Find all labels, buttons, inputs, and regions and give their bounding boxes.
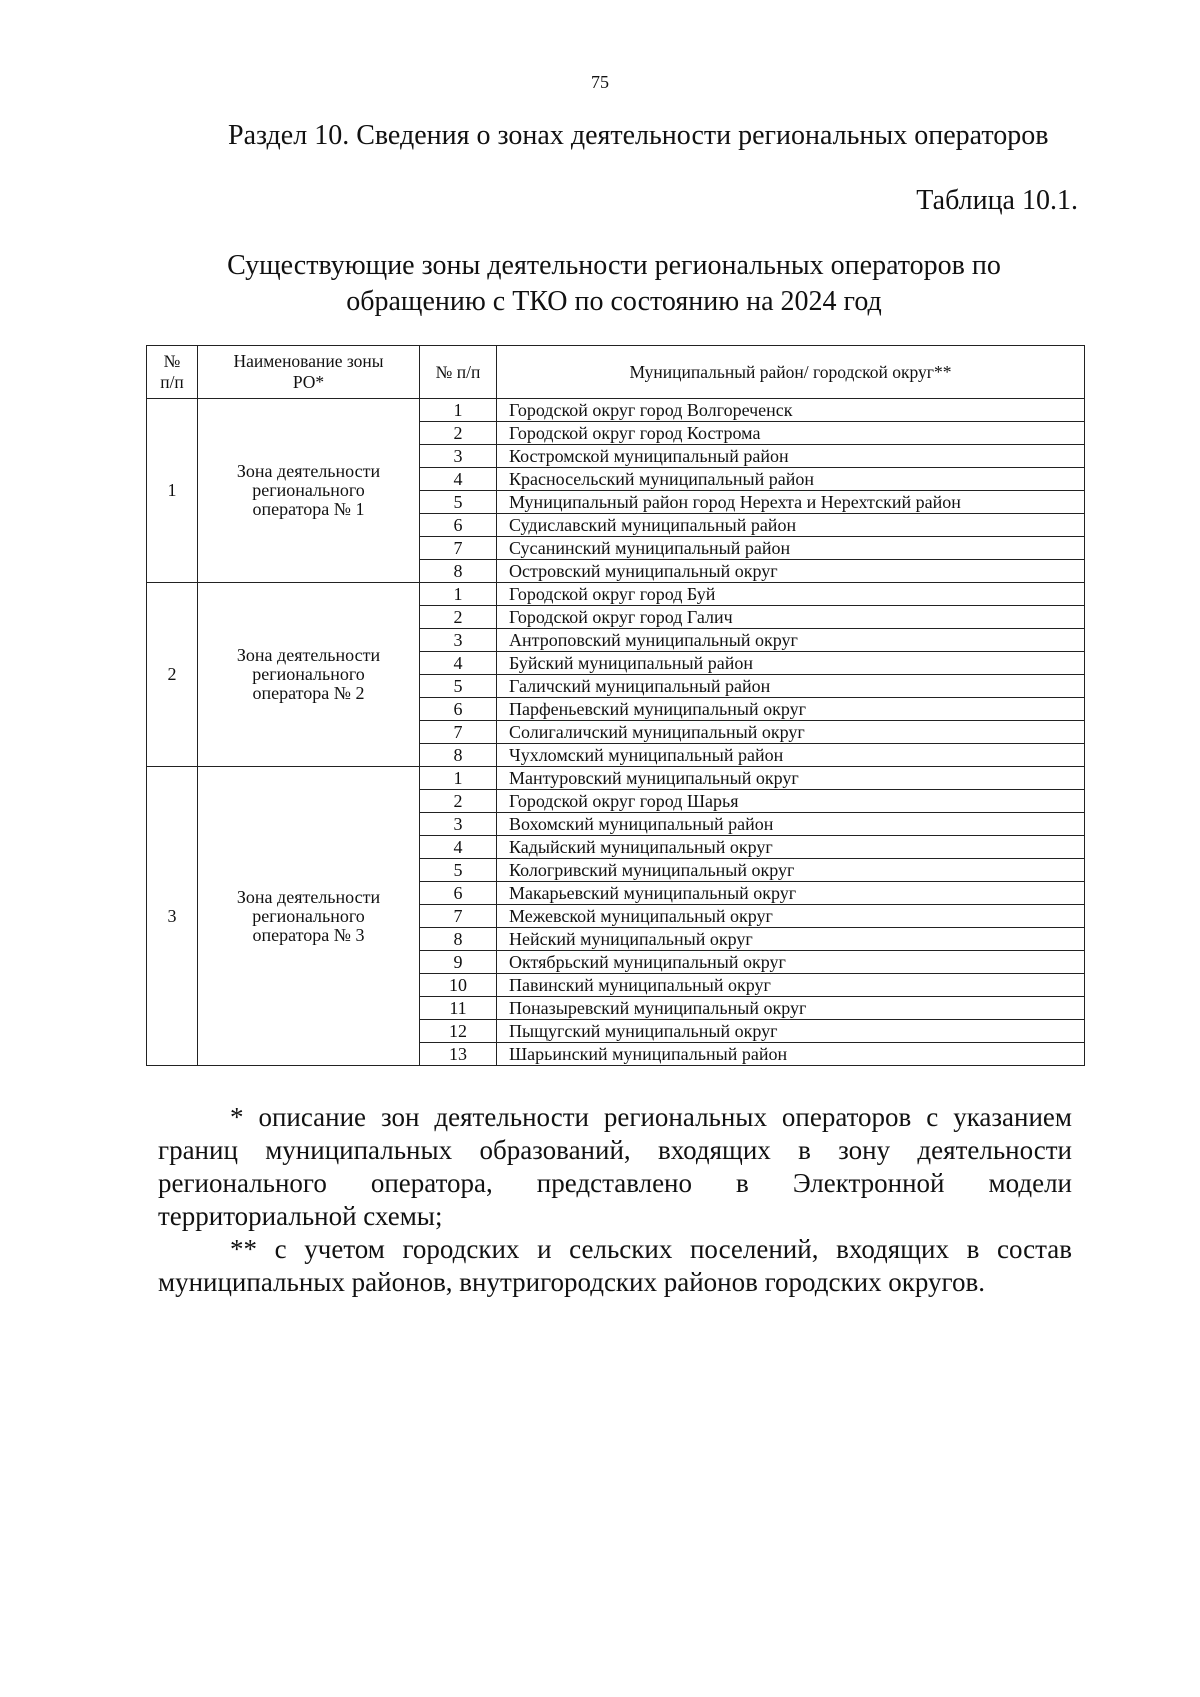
row-number: 7 xyxy=(420,721,497,744)
zone-number: 2 xyxy=(147,583,198,767)
table-header-row xyxy=(147,346,1085,399)
row-number: 12 xyxy=(420,1020,497,1043)
table-row xyxy=(147,583,1085,606)
zone-number: 3 xyxy=(147,767,198,1066)
header-num: № п/п xyxy=(147,346,198,399)
header-zone: Наименование зоны РО* xyxy=(198,346,420,399)
table-caption-line1: Существующие зоны деятельности региональных операторов по xyxy=(227,250,1001,281)
municipality-name: Островский муниципальный округ xyxy=(497,560,1085,583)
header-municipality: Муниципальный район/ городской округ** xyxy=(497,346,1085,399)
municipality-name: Мантуровский муниципальный округ xyxy=(497,767,1085,790)
row-number: 5 xyxy=(420,675,497,698)
municipality-name: Сусанинский муниципальный район xyxy=(497,537,1085,560)
zone-name: Зона деятельности регионального оператора № 3 xyxy=(198,767,420,1066)
row-number: 6 xyxy=(420,514,497,537)
municipality-name: Городской округ город Шарья xyxy=(497,790,1085,813)
row-number: 4 xyxy=(420,836,497,859)
table-row xyxy=(147,399,1085,422)
row-number: 7 xyxy=(420,537,497,560)
row-number: 2 xyxy=(420,422,497,445)
row-number: 8 xyxy=(420,928,497,951)
section-title: Раздел 10. Сведения о зонах деятельности региональных операторов xyxy=(228,120,1049,151)
table-caption xyxy=(148,248,1080,320)
municipality-name: Шарьинский муниципальный район xyxy=(497,1043,1085,1066)
municipality-name: Городской округ город Волгореченск xyxy=(497,399,1085,422)
row-number: 5 xyxy=(420,491,497,514)
row-number: 3 xyxy=(420,445,497,468)
row-number: 7 xyxy=(420,905,497,928)
municipality-name: Костромской муниципальный район xyxy=(497,445,1085,468)
table-row xyxy=(147,767,1085,790)
row-number: 4 xyxy=(420,652,497,675)
zones-table xyxy=(146,345,1085,1066)
zone-name: Зона деятельности регионального оператора № 1 xyxy=(198,399,420,583)
row-number: 1 xyxy=(420,399,497,422)
row-number: 1 xyxy=(420,767,497,790)
municipality-name: Городской округ город Кострома xyxy=(497,422,1085,445)
municipality-name: Поназыревский муниципальный округ xyxy=(497,997,1085,1020)
municipality-name: Муниципальный район город Нерехта и Нерехтский район xyxy=(497,491,1085,514)
row-number: 5 xyxy=(420,859,497,882)
municipality-name: Городской округ город Галич xyxy=(497,606,1085,629)
municipality-name: Макарьевский муниципальный округ xyxy=(497,882,1085,905)
zone-number: 1 xyxy=(147,399,198,583)
row-number: 8 xyxy=(420,560,497,583)
row-number: 11 xyxy=(420,997,497,1020)
municipality-name: Буйский муниципальный район xyxy=(497,652,1085,675)
municipality-name: Солигаличский муниципальный округ xyxy=(497,721,1085,744)
row-number: 6 xyxy=(420,698,497,721)
municipality-name: Красносельский муниципальный район xyxy=(497,468,1085,491)
municipality-name: Парфеньевский муниципальный округ xyxy=(497,698,1085,721)
zone-name: Зона деятельности регионального оператора № 2 xyxy=(198,583,420,767)
row-number: 1 xyxy=(420,583,497,606)
row-number: 2 xyxy=(420,606,497,629)
row-number: 4 xyxy=(420,468,497,491)
municipality-name: Октябрьский муниципальный округ xyxy=(497,951,1085,974)
footnote-1: * описание зон деятельности региональных операторов с указанием границ муниципальных образований, входящих в зону деятельности регионального оператора, представлено в Электронной модели территориальной схемы; xyxy=(158,1102,1072,1231)
header-sub-num: № п/п xyxy=(420,346,497,399)
footnote-2: ** с учетом городских и сельских поселений, входящих в состав муниципальных районов, внутригородских районов городских округов. xyxy=(158,1234,1072,1297)
row-number: 9 xyxy=(420,951,497,974)
municipality-name: Чухломский муниципальный район xyxy=(497,744,1085,767)
municipality-name: Вохомский муниципальный район xyxy=(497,813,1085,836)
row-number: 6 xyxy=(420,882,497,905)
municipality-name: Пыщугский муниципальный округ xyxy=(497,1020,1085,1043)
footnotes xyxy=(158,1101,1072,1299)
row-number: 13 xyxy=(420,1043,497,1066)
municipality-name: Городской округ город Буй xyxy=(497,583,1085,606)
table-body xyxy=(147,399,1085,1066)
row-number: 3 xyxy=(420,629,497,652)
row-number: 2 xyxy=(420,790,497,813)
table-label: Таблица 10.1. xyxy=(916,185,1078,216)
page-number: 75 xyxy=(591,72,609,92)
table-caption-line2: обращению с ТКО по состоянию на 2024 год xyxy=(346,286,882,317)
municipality-name: Межевской муниципальный округ xyxy=(497,905,1085,928)
municipality-name: Судиславский муниципальный район xyxy=(497,514,1085,537)
municipality-name: Нейский муниципальный округ xyxy=(497,928,1085,951)
municipality-name: Кологривский муниципальный округ xyxy=(497,859,1085,882)
row-number: 3 xyxy=(420,813,497,836)
municipality-name: Галичский муниципальный район xyxy=(497,675,1085,698)
municipality-name: Павинский муниципальный округ xyxy=(497,974,1085,997)
row-number: 10 xyxy=(420,974,497,997)
row-number: 8 xyxy=(420,744,497,767)
municipality-name: Антроповский муниципальный округ xyxy=(497,629,1085,652)
municipality-name: Кадыйский муниципальный округ xyxy=(497,836,1085,859)
